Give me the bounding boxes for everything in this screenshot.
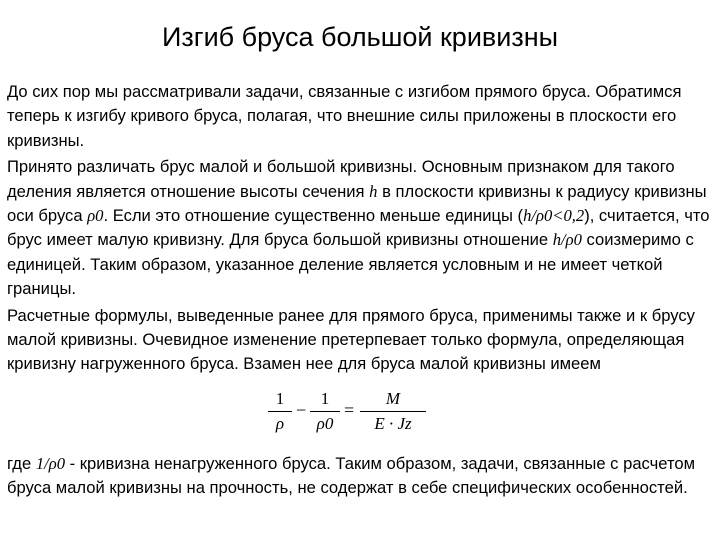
paragraph-classification bbox=[7, 155, 715, 301]
page-title: Изгиб бруса большой кривизны bbox=[161, 22, 559, 52]
fraction-m-over-ej bbox=[360, 388, 426, 435]
fraction-numerator: M bbox=[385, 389, 401, 408]
text-segment: где bbox=[7, 454, 36, 473]
curvature-formula bbox=[268, 388, 438, 436]
text-segment: в плоскости кривизны к радиусу кривизны оси бруса bbox=[7, 181, 707, 226]
fraction-one-over-rho0 bbox=[310, 388, 340, 435]
text-segment: . Если это отношение существенно меньше единицы ( bbox=[103, 206, 524, 226]
body-text bbox=[7, 80, 715, 379]
fraction-bar bbox=[268, 411, 292, 412]
fraction-numerator: 1 bbox=[275, 389, 285, 408]
ratio-expression: h/ρ0 bbox=[552, 230, 582, 250]
fraction-denominator: ρ bbox=[275, 414, 285, 433]
text-segment: Принято различать брус малой и большой кривизны. Основным признаком для такого деления является отношение высоты сечения bbox=[7, 157, 675, 201]
fraction-denominator: E · Jz bbox=[374, 414, 412, 433]
paragraph-formulas: Расчетные формулы, выведенные ранее для прямого бруса, применимы также и к брусу малой кривизны. Очевидное изменение претерпевает только формула, определяющая кривизну нагруженного бруса. Взамен нее для бруса малой кривизны имеем bbox=[7, 305, 695, 374]
fraction-one-over-rho bbox=[268, 388, 292, 435]
symbol-rho0: ρ0 bbox=[87, 206, 104, 226]
fraction-numerator: 1 bbox=[320, 389, 330, 408]
text-segment: ), считается, что брус имеет малую кривизну. Для бруса большой кривизны отношение bbox=[7, 206, 710, 250]
curvature-expression: 1/ρ0 bbox=[35, 454, 65, 473]
minus-sign: − bbox=[296, 400, 307, 420]
fraction-bar bbox=[360, 411, 426, 412]
symbol-h: h bbox=[369, 181, 378, 201]
fraction-denominator: ρ0 bbox=[316, 414, 334, 433]
paragraph-conclusion bbox=[7, 452, 715, 501]
condition-expression: h/ρ0<0,2 bbox=[523, 206, 585, 226]
fraction-bar bbox=[310, 411, 340, 412]
paragraph-intro: До сих пор мы рассматривали задачи, связанные с изгибом прямого бруса. Обратимся теперь к изгибу кривого бруса, полагая, что внешние силы приложены в плоскости его кривизны. bbox=[7, 82, 682, 150]
equals-sign: = bbox=[344, 400, 355, 420]
text-segment: соизмеримо с единицей. Таким образом, указанное деление является условным и не имеет четкой границы. bbox=[7, 230, 694, 299]
text-segment: - кривизна ненагруженного бруса. Таким образом, задачи, связанные с расчетом бруса малой кривизны на прочность, не содержат в себе специфических особенностей. bbox=[7, 454, 696, 498]
